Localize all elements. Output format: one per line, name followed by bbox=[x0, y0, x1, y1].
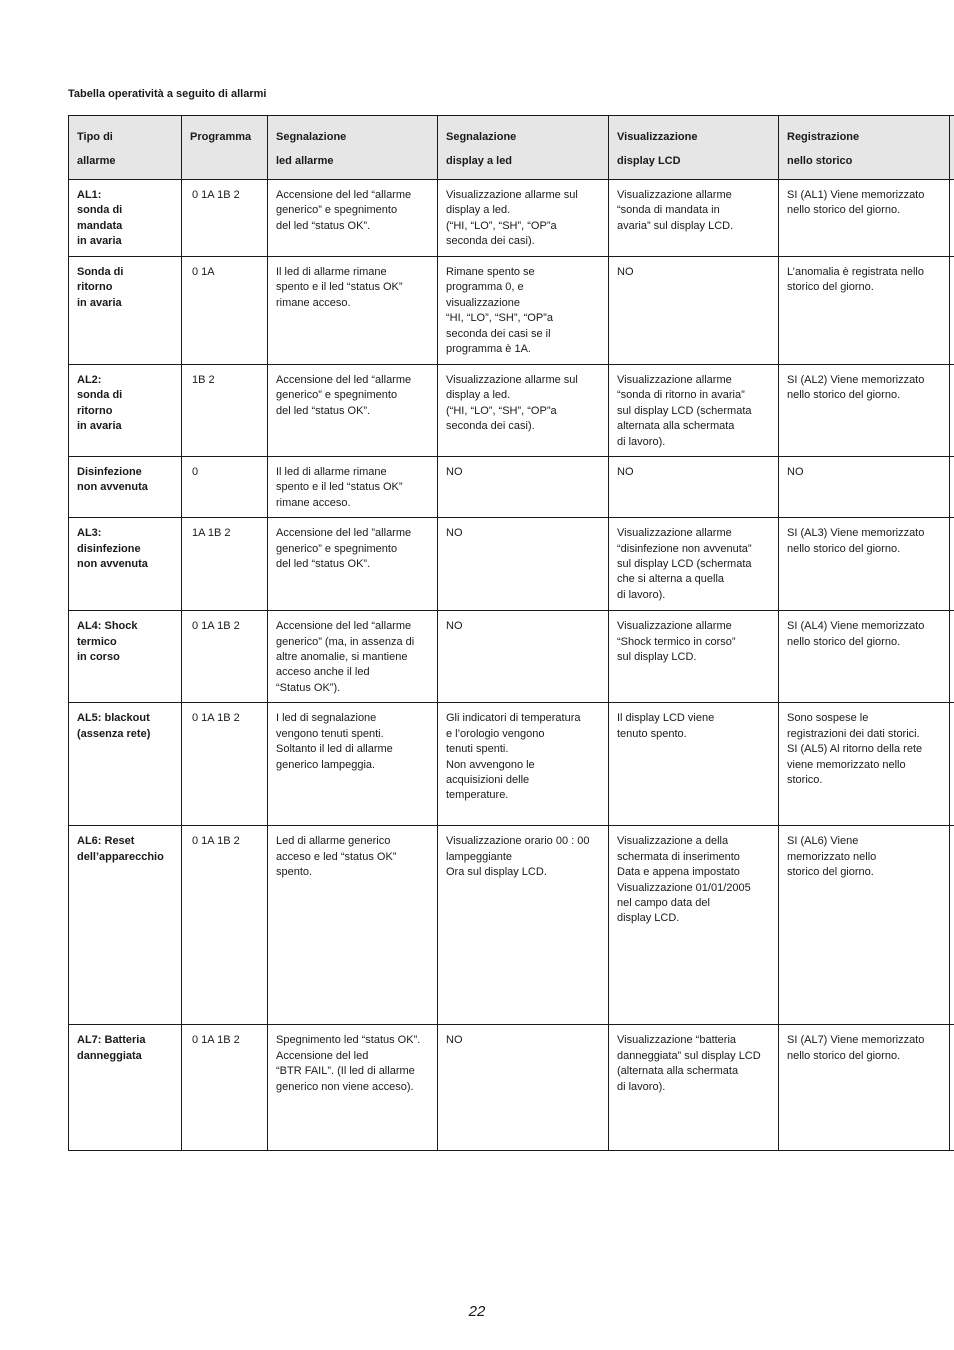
cell-alarm-type: AL5: blackout (assenza rete) bbox=[69, 703, 182, 826]
table-row bbox=[69, 1025, 954, 1151]
cell-display-signal: NO bbox=[438, 611, 609, 703]
cell-led-signal: I led di segnalazione vengono tenuti spenti. Soltanto il led di allarme generico lampeggia. bbox=[268, 703, 438, 826]
cell-display-signal: Visualizzazione allarme sul display a led. (“HI, “LO”, “SH”, “OP”a seconda dei casi). bbox=[438, 180, 609, 257]
cell-display-signal: NO bbox=[438, 518, 609, 611]
table-row bbox=[69, 518, 954, 611]
cell-lcd-view: Visualizzazione allarme “sonda di mandata in avaria” sul display LCD. bbox=[609, 180, 779, 257]
table-row bbox=[69, 365, 954, 457]
table-row bbox=[69, 703, 954, 826]
cell-led-signal: Accensione del led ”allarme generico” e spegnimento del led “status OK”. bbox=[268, 518, 438, 611]
cell-led-signal: Accensione del led “allarme generico” e spegnimento del led “status OK”. bbox=[268, 180, 438, 257]
cell-edge bbox=[950, 1025, 954, 1151]
header-edge-cell bbox=[950, 116, 954, 180]
cell-edge bbox=[950, 365, 954, 457]
page-number: 22 bbox=[468, 1303, 486, 1320]
cell-lcd-view: Visualizzazione “batteria danneggiata” sul display LCD (alternata alla schermata di lavoro). bbox=[609, 1025, 779, 1151]
cell-history-log: SI (AL4) Viene memorizzato nello storico del giorno. bbox=[779, 611, 950, 703]
cell-history-log: NO bbox=[779, 457, 950, 518]
cell-alarm-type: Sonda di ritorno in avaria bbox=[69, 257, 182, 365]
cell-program: 1A 1B 2 bbox=[182, 518, 268, 611]
cell-program: 0 bbox=[182, 457, 268, 518]
table-row bbox=[69, 457, 954, 518]
cell-alarm-type: AL3: disinfezione non avvenuta bbox=[69, 518, 182, 611]
cell-program: 1B 2 bbox=[182, 365, 268, 457]
cell-lcd-view: Visualizzazione allarme “sonda di ritorno in avaria” sul display LCD (schermata alternata alla schermata di lavoro). bbox=[609, 365, 779, 457]
cell-display-signal: NO bbox=[438, 457, 609, 518]
cell-history-log: SI (AL6) Viene memorizzato nello storico del giorno. bbox=[779, 826, 950, 1025]
cell-program: 0 1A 1B 2 bbox=[182, 826, 268, 1025]
cell-lcd-view: Il display LCD viene tenuto spento. bbox=[609, 703, 779, 826]
cell-history-log: SI (AL2) Viene memorizzato nello storico del giorno. bbox=[779, 365, 950, 457]
cell-led-signal: Led di allarme generico acceso e led “status OK” spento. bbox=[268, 826, 438, 1025]
cell-history-log: Sono sospese le registrazioni dei dati storici. SI (AL5) Al ritorno della rete viene memorizzato nello storico. bbox=[779, 703, 950, 826]
cell-led-signal: Spegnimento led “status OK”. Accensione del led “BTR FAIL”. (Il led di allarme generico non viene acceso). bbox=[268, 1025, 438, 1151]
cell-program: 0 1A bbox=[182, 257, 268, 365]
cell-alarm-type: AL7: Batteria danneggiata bbox=[69, 1025, 182, 1151]
table-row bbox=[69, 180, 954, 257]
header-programma: Programma bbox=[182, 116, 268, 180]
table-row bbox=[69, 826, 954, 1025]
cell-display-signal: NO bbox=[438, 1025, 609, 1151]
cell-program: 0 1A 1B 2 bbox=[182, 703, 268, 826]
page-title: Tabella operatività a seguito di allarmi bbox=[68, 88, 267, 100]
cell-history-log: SI (AL7) Viene memorizzato nello storico del giorno. bbox=[779, 1025, 950, 1151]
header-tipo-allarme: Tipo di allarme bbox=[69, 116, 182, 180]
cell-program: 0 1A 1B 2 bbox=[182, 611, 268, 703]
cell-alarm-type: AL1: sonda di mandata in avaria bbox=[69, 180, 182, 257]
cell-led-signal: Accensione del led “allarme generico” (ma, in assenza di altre anomalie, si mantiene acceso anche il led “Status OK”). bbox=[268, 611, 438, 703]
cell-alarm-type: AL2: sonda di ritorno in avaria bbox=[69, 365, 182, 457]
cell-led-signal: Il led di allarme rimane spento e il led “status OK” rimane acceso. bbox=[268, 457, 438, 518]
cell-lcd-view: Visualizzazione allarme “Shock termico in corso” sul display LCD. bbox=[609, 611, 779, 703]
cell-display-signal: Visualizzazione orario 00 : 00 lampeggiante Ora sul display LCD. bbox=[438, 826, 609, 1025]
cell-edge bbox=[950, 257, 954, 365]
cell-history-log: SI (AL3) Viene memorizzato nello storico del giorno. bbox=[779, 518, 950, 611]
cell-edge bbox=[950, 703, 954, 826]
cell-edge bbox=[950, 518, 954, 611]
cell-program: 0 1A 1B 2 bbox=[182, 1025, 268, 1151]
table-row bbox=[69, 611, 954, 703]
alarm-operation-table bbox=[68, 115, 954, 1151]
cell-alarm-type: Disinfezione non avvenuta bbox=[69, 457, 182, 518]
cell-history-log: SI (AL1) Viene memorizzato nello storico del giorno. bbox=[779, 180, 950, 257]
cell-lcd-view: NO bbox=[609, 457, 779, 518]
cell-edge bbox=[950, 180, 954, 257]
header-registrazione-storico: Registrazione nello storico bbox=[779, 116, 950, 180]
cell-edge bbox=[950, 457, 954, 518]
cell-edge bbox=[950, 826, 954, 1025]
table-row bbox=[69, 257, 954, 365]
cell-alarm-type: AL4: Shock termico in corso bbox=[69, 611, 182, 703]
cell-lcd-view: Visualizzazione a della schermata di inserimento Data e appena impostato Visualizzazione 01/01/2005 nel campo data del display LCD. bbox=[609, 826, 779, 1025]
cell-program: 0 1A 1B 2 bbox=[182, 180, 268, 257]
cell-history-log: L’anomalia è registrata nello storico del giorno. bbox=[779, 257, 950, 365]
cell-alarm-type: AL6: Reset dell’apparecchio bbox=[69, 826, 182, 1025]
cell-display-signal: Gli indicatori di temperatura e l’orologio vengono tenuti spenti. Non avvengono le acquisizioni delle temperature. bbox=[438, 703, 609, 826]
header-segnalazione-display: Segnalazione display a led bbox=[438, 116, 609, 180]
table-header-row bbox=[69, 116, 954, 180]
header-visualizzazione-lcd: Visualizzazione display LCD bbox=[609, 116, 779, 180]
cell-lcd-view: NO bbox=[609, 257, 779, 365]
cell-edge bbox=[950, 611, 954, 703]
header-segnalazione-led: Segnalazione led allarme bbox=[268, 116, 438, 180]
cell-lcd-view: Visualizzazione allarme “disinfezione non avvenuta” sul display LCD (schermata che si alterna a quella di lavoro). bbox=[609, 518, 779, 611]
cell-display-signal: Rimane spento se programma 0, e visualizzazione “HI, “LO”, “SH”, “OP”a seconda dei casi se il programma è 1A. bbox=[438, 257, 609, 365]
cell-led-signal: Accensione del led “allarme generico” e spegnimento del led “status OK”. bbox=[268, 365, 438, 457]
cell-display-signal: Visualizzazione allarme sul display a led. (“HI, “LO”, “SH”, “OP”a seconda dei casi). bbox=[438, 365, 609, 457]
cell-led-signal: Il led di allarme rimane spento e il led “status OK” rimane acceso. bbox=[268, 257, 438, 365]
